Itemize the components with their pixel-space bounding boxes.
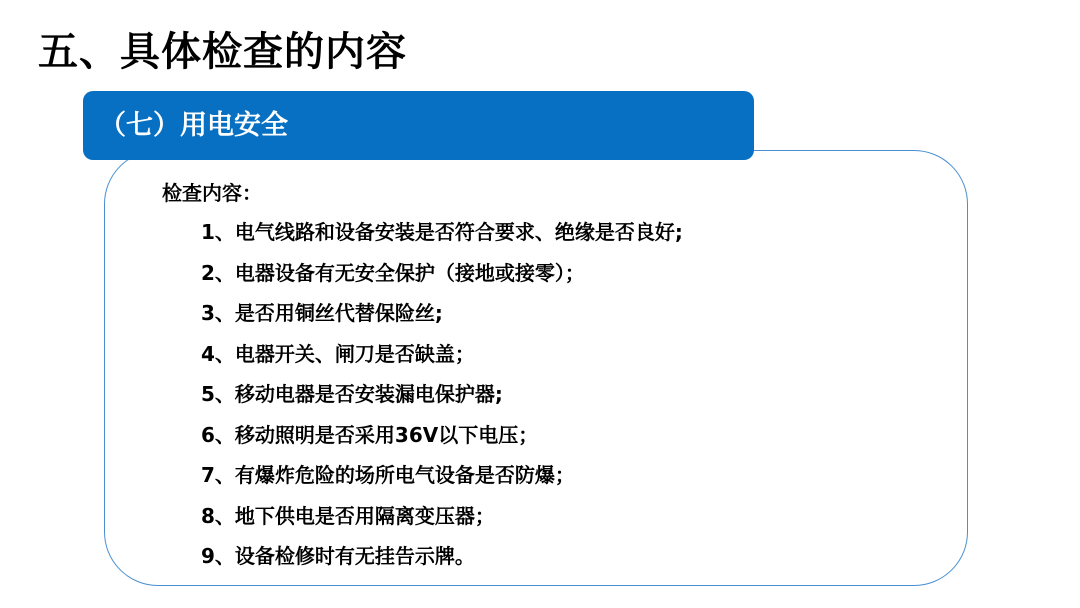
checklist bbox=[201, 217, 683, 582]
list-item: 6、移动照明是否采用36V以下电压； bbox=[201, 422, 539, 447]
list-item: 1、电气线路和设备安装是否符合要求、绝缘是否良好; bbox=[201, 220, 683, 244]
content-heading: 检查内容： bbox=[162, 181, 262, 205]
list-item: 8、地下供电是否用隔离变压器； bbox=[201, 503, 495, 528]
list-item: 5、移动电器是否安装漏电保护器; bbox=[201, 382, 503, 406]
list-item: 4、电器开关、闸刀是否缺盖； bbox=[201, 341, 475, 366]
list-item: 9、设备检修时有无挂告示牌。 bbox=[201, 544, 475, 568]
page-title: 五、具体检查的内容 bbox=[38, 29, 407, 75]
list-item: 2、电器设备有无安全保护（接地或接零）； bbox=[201, 260, 585, 285]
section-banner: （七）用电安全 bbox=[83, 91, 754, 160]
list-item: 3、是否用铜丝代替保险丝; bbox=[201, 301, 443, 325]
list-item: 7、有爆炸危险的场所电气设备是否防爆； bbox=[201, 463, 575, 487]
